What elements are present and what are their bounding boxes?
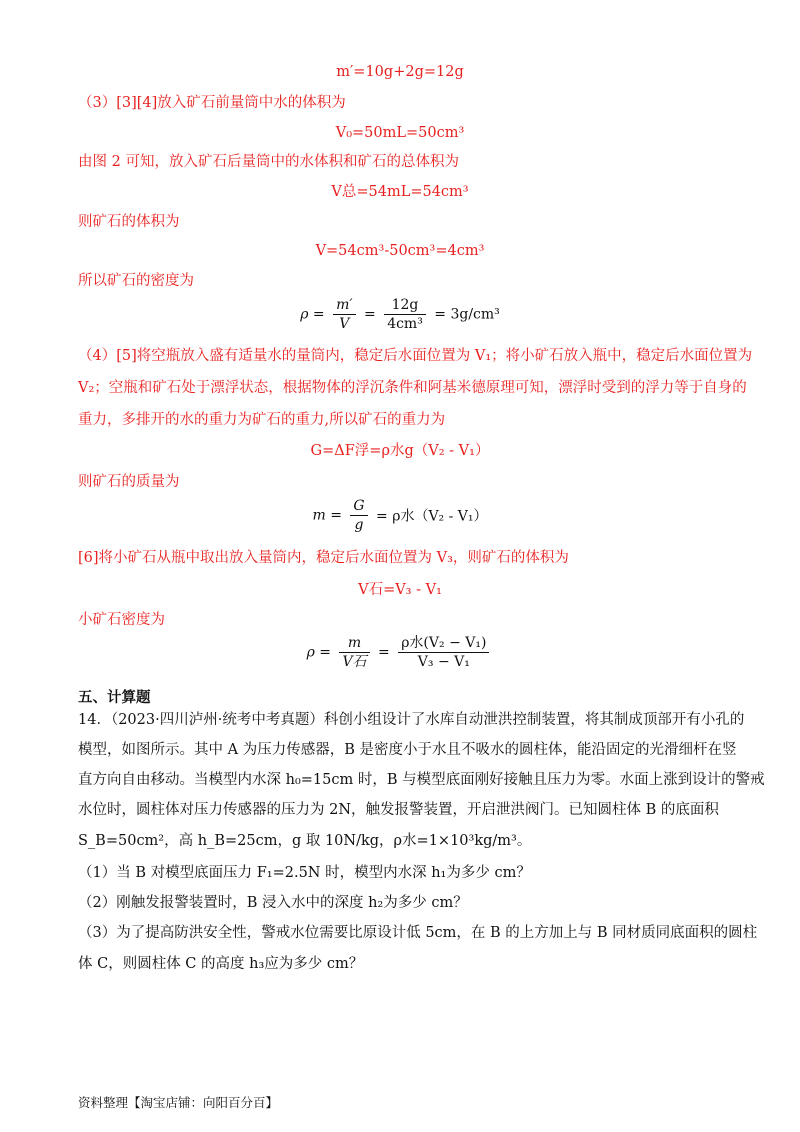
fraction-values	[384, 296, 426, 333]
eq-volume: V=54cm³-50cm³=4cm³	[315, 243, 485, 259]
fraction-denominator: g	[354, 517, 364, 533]
q14-line5: S_B=50cm²，高 h_B=25cm，g 取 10N/kg，ρ水=1×10³kg/m³。	[78, 833, 532, 849]
eq-v-total: V总=54mL=54cm³	[331, 184, 469, 200]
section-heading: 五、计算题	[78, 689, 151, 706]
q14-line1: 14．（2023·四川泸州·统考中考真题）科创小组设计了水库自动泄洪控制装置，将其制成顶部开有小孔的	[78, 712, 745, 728]
step4-line2: V₂；空瓶和矿石处于漂浮状态，根据物体的浮沉条件和阿基米德原理可知，漂浮时受到的浮力等于自身的	[78, 380, 747, 396]
density-formula	[0, 296, 800, 333]
step3-heading: （3）[3][4]放入矿石前量筒中水的体积为	[78, 95, 346, 111]
eq-gravity: G=ΔF浮=ρ水g（V₂ - V₁）	[310, 443, 490, 459]
q14-part3-line2: 体 C，则圆柱体 C 的高度 h₃应为多少 cm？	[78, 956, 364, 972]
formula-lhs: m =	[312, 507, 342, 524]
equals-sign: =	[364, 306, 376, 323]
stone-density-intro: 小矿石密度为	[78, 612, 165, 628]
density-intro: 所以矿石的密度为	[78, 273, 194, 289]
fraction-denominator: 4cm³	[387, 316, 423, 332]
formula-lhs: ρ =	[306, 644, 331, 661]
eq-v0: V₀=50mL=50cm³	[335, 125, 465, 141]
fraction-denominator: V石	[342, 654, 367, 670]
eq-mass-total: m′=10g+2g=12g	[336, 64, 464, 80]
eq-v-stone: V石=V₃ - V₁	[358, 582, 442, 598]
fraction-m-over-vstone	[339, 634, 369, 671]
mass-intro: 则矿石的质量为	[78, 474, 180, 490]
fraction-numerator: m	[339, 634, 369, 653]
figure2-text: 由图 2 可知，放入矿石后量筒中的水体积和矿石的总体积为	[78, 154, 459, 170]
fraction-m-over-v	[333, 296, 355, 333]
q14-part3-line1: （3）为了提高防洪安全性，警戒水位需要比原设计低 5cm，在 B 的上方加上与 B 同材质同底面积的圆柱	[78, 925, 758, 941]
q14-line3: 直方向自由移动。当模型内水深 h₀=15cm 时，B 与模型底面刚好接触且压力为零。水面上涨到设计的警戒	[78, 772, 765, 788]
fraction-result	[398, 634, 489, 671]
stone-density-formula	[0, 634, 800, 671]
step4-line3: 重力，多排开的水的重力为矿石的重力,所以矿石的重力为	[78, 412, 446, 428]
formula-rhs: = ρ水（V₂ - V₁）	[376, 508, 488, 525]
q14-line4: 水位时，圆柱体对压力传感器的压力为 2N，触发报警装置，开启泄洪阀门。已知圆柱体 B 的底面积	[78, 802, 719, 818]
fraction-numerator: 12g	[384, 296, 426, 315]
formula-lhs: ρ =	[300, 306, 325, 323]
q14-part2: （2）刚触发报警装置时，B 浸入水中的深度 h₂为多少 cm？	[78, 895, 468, 911]
fraction-g-over-g	[350, 497, 367, 534]
mass-formula	[0, 497, 800, 534]
fraction-denominator: V₃ − V₁	[417, 654, 470, 670]
fraction-numerator: G	[350, 497, 367, 516]
fraction-denominator: V	[339, 316, 350, 332]
fraction-numerator: m′	[333, 296, 355, 315]
page-footer: 资料整理【淘宝店铺：向阳百分百】	[78, 1095, 279, 1110]
q14-part1: （1）当 B 对模型底面压力 F₁=2.5N 时，模型内水深 h₁为多少 cm？	[78, 865, 531, 881]
step6-line: [6]将小矿石从瓶中取出放入量筒内，稳定后水面位置为 V₃，则矿石的体积为	[78, 550, 569, 566]
equals-sign: =	[378, 644, 390, 661]
volume-intro: 则矿石的体积为	[78, 214, 180, 230]
q14-line2: 模型，如图所示。其中 A 为压力传感器，B 是密度小于水且不吸水的圆柱体，能沿固定的光滑细杆在竖	[78, 742, 737, 758]
formula-result: = 3g/cm³	[434, 306, 500, 323]
step4-line1: （4）[5]将空瓶放入盛有适量水的量筒内，稳定后水面位置为 V₁；将小矿石放入瓶中，稳定后水面位置为	[78, 348, 753, 364]
fraction-numerator: ρ水(V₂ − V₁)	[398, 634, 489, 653]
